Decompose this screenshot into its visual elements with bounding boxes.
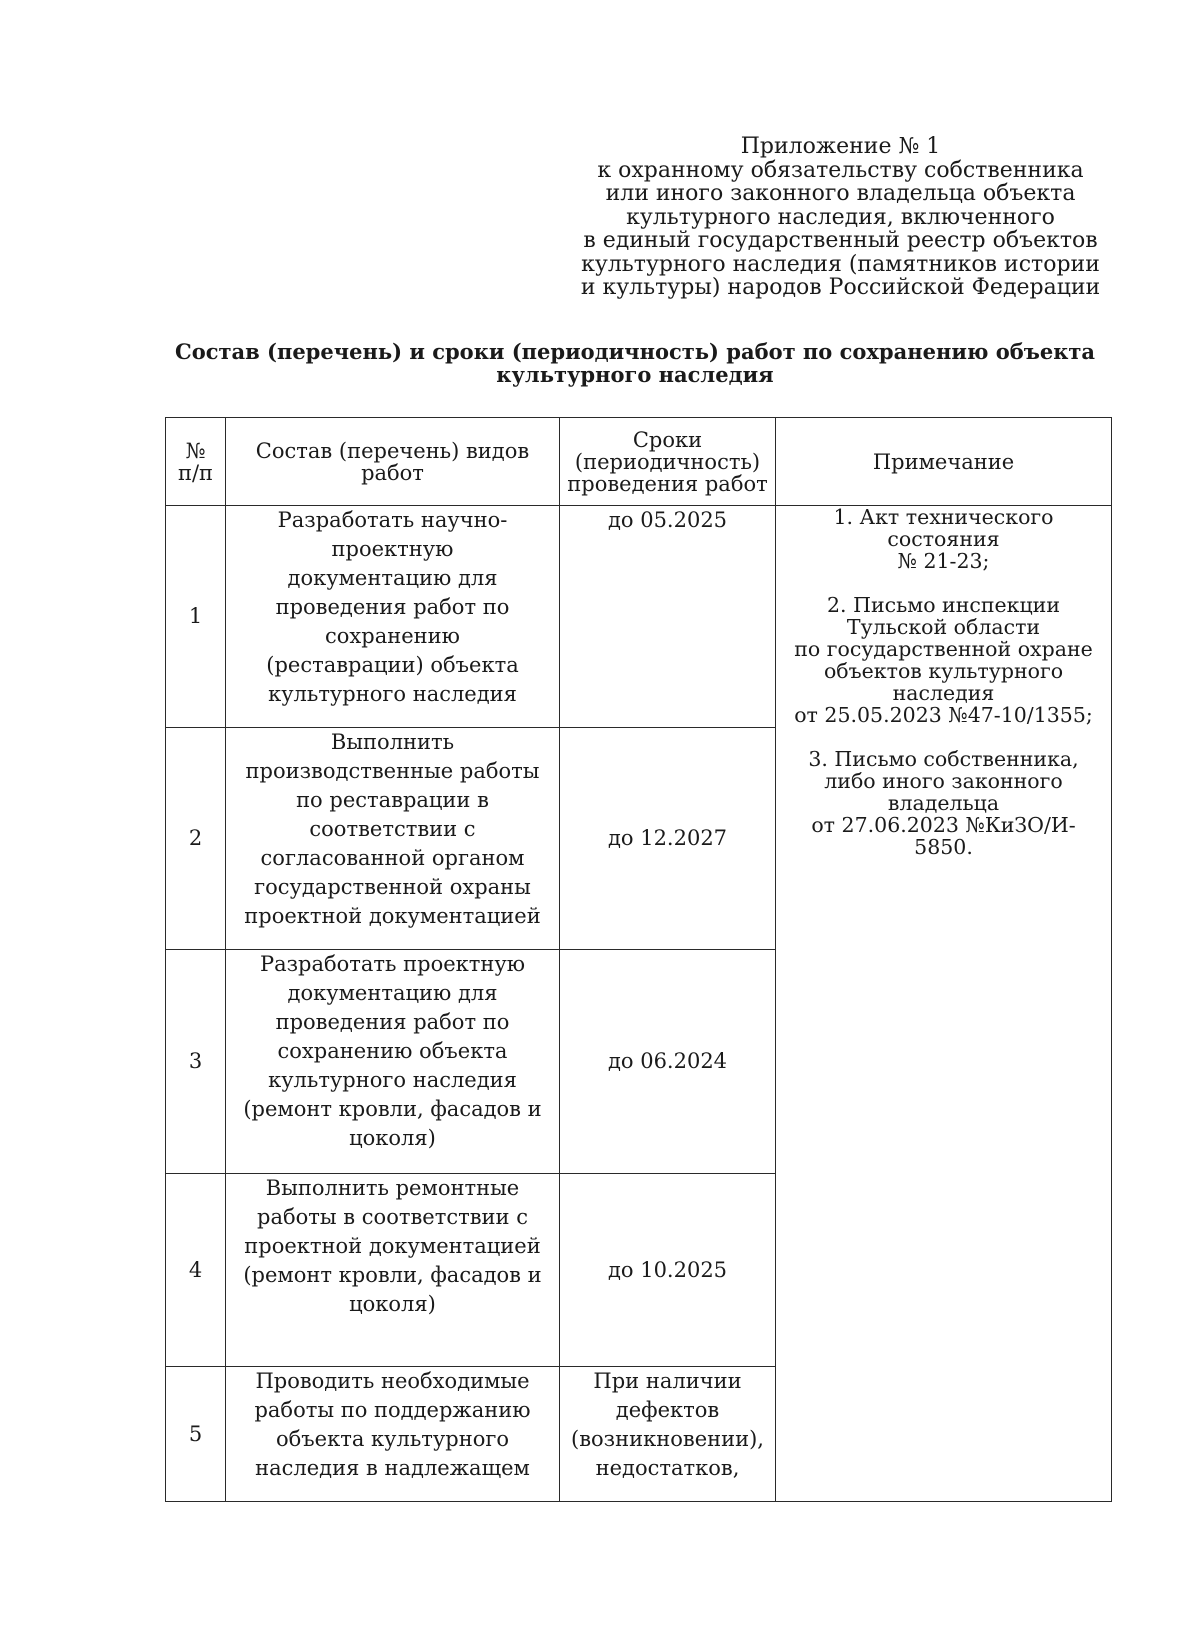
row-number: 5 [166,1367,226,1502]
work-line: работы по поддержанию [254,1398,531,1422]
work-line: работы в соответствии с [257,1205,528,1229]
row-work [226,728,560,950]
note-line: объектов культурного [823,659,1064,683]
row-number: 2 [166,728,226,950]
work-line: Разработать научно- [277,508,508,532]
header-term [560,418,776,506]
header-number-line: п/п [177,460,214,485]
header-work-line: Состав (перечень) видов [255,438,530,463]
row-term [560,506,776,728]
note-line: 2. Письмо инспекции [827,593,1060,617]
header-term-line: проведения работ [567,471,768,496]
appendix-header-line: или иного законного владельца объекта [605,181,1076,206]
row-term [560,1367,776,1502]
appendix-header [568,135,1113,300]
note-line: либо иного законного [824,769,1063,793]
term-line: до 05.2025 [607,508,728,532]
row-term [560,950,776,1174]
appendix-header-line: к охранному обязательству собственника [597,157,1084,183]
document-title-line: культурного наследия [496,362,774,387]
note-line: 3. Письмо собственника, [808,747,1079,771]
note-item [782,594,1105,726]
work-line: (ремонт кровли, фасадов и [243,1097,542,1121]
note-line: по государственной охране [794,637,1093,661]
table-header-row [166,418,1112,506]
work-line: документацию для [287,981,498,1005]
work-line: цоколя) [349,1292,436,1316]
row-work [226,1174,560,1367]
work-line: сохранению объекта [277,1039,508,1063]
work-line: по реставрации в [296,788,489,812]
appendix-header-line: культурного наследия, включенного [626,204,1055,230]
header-work-line: работ [361,460,424,485]
note-line: от 25.05.2023 №47-10/1355; [794,703,1093,727]
work-line: проектной документацией [244,1234,541,1258]
header-number [166,418,226,506]
note-line: от 27.06.2023 №КиЗО/И- [811,813,1076,837]
work-line: проектную [331,537,454,561]
work-line: (ремонт кровли, фасадов и [243,1263,542,1287]
row-work [226,1367,560,1502]
works-table [165,417,1112,1502]
header-note [776,418,1112,506]
work-line: культурного наследия [268,1068,517,1092]
appendix-header-line: культурного наследия (памятников истории [581,251,1100,277]
term-line: (возникновении), [571,1427,764,1451]
row-number: 4 [166,1174,226,1367]
row-term [560,728,776,950]
row-number: 1 [166,506,226,728]
note-item [782,506,1105,572]
work-line: объекта культурного [276,1427,509,1451]
term-line: недостатков, [595,1456,740,1480]
term-line: При наличии [593,1369,742,1393]
work-line: Выполнить ремонтные [265,1176,520,1200]
header-number-line: № [185,438,206,463]
work-line: сохранению [325,624,460,648]
appendix-header-line: и культуры) народов Российской Федерации [580,275,1101,300]
document-title [165,340,1105,386]
note-line: состояния [887,527,1000,551]
table-row [166,506,1112,728]
note-line: наследия [892,681,995,705]
row-work [226,950,560,1174]
note-line: Тульской области [846,615,1041,639]
term-line: до 10.2025 [607,1257,728,1282]
document-title-line: Состав (перечень) и сроки (периодичность) работ по сохранению объекта [174,339,1096,364]
work-line: культурного наследия [268,682,517,706]
header-work [226,418,560,506]
note-item [782,748,1105,858]
work-line: Проводить необходимые [255,1369,530,1393]
row-number: 3 [166,950,226,1174]
note-cell [776,506,1112,1502]
work-line: Выполнить [330,730,455,754]
note-line: владельца [887,791,1000,815]
work-line: цоколя) [349,1126,436,1150]
appendix-header-line: в единый государственный реестр объектов [583,228,1098,253]
work-line: производственные работы [245,759,540,783]
row-work [226,506,560,728]
work-line: Разработать проектную [259,952,526,976]
note-line: 1. Акт технического [833,505,1054,529]
term-line: до 06.2024 [607,1049,728,1073]
work-line: государственной охраны [254,875,531,899]
work-line: согласованной органом [260,846,525,870]
work-line: проведения работ по [275,1010,510,1034]
note-line: № 21-23; [897,549,990,573]
header-term-line: Сроки [632,427,703,452]
appendix-header-line: Приложение № 1 [740,134,941,159]
work-line: наследия в надлежащем [255,1456,530,1480]
term-line: до 12.2027 [607,826,728,850]
term-line: дефектов [615,1398,720,1422]
work-line: проектной документацией [244,904,541,928]
row-term [560,1174,776,1367]
work-line: документацию для [287,566,498,590]
work-line: (реставрации) объекта [266,653,519,677]
work-line: проведения работ по [275,595,510,619]
note-line: 5850. [914,835,973,859]
header-note-line: Примечание [872,449,1015,474]
header-term-line: (периодичность) [574,449,761,474]
work-line: соответствии с [309,817,476,841]
